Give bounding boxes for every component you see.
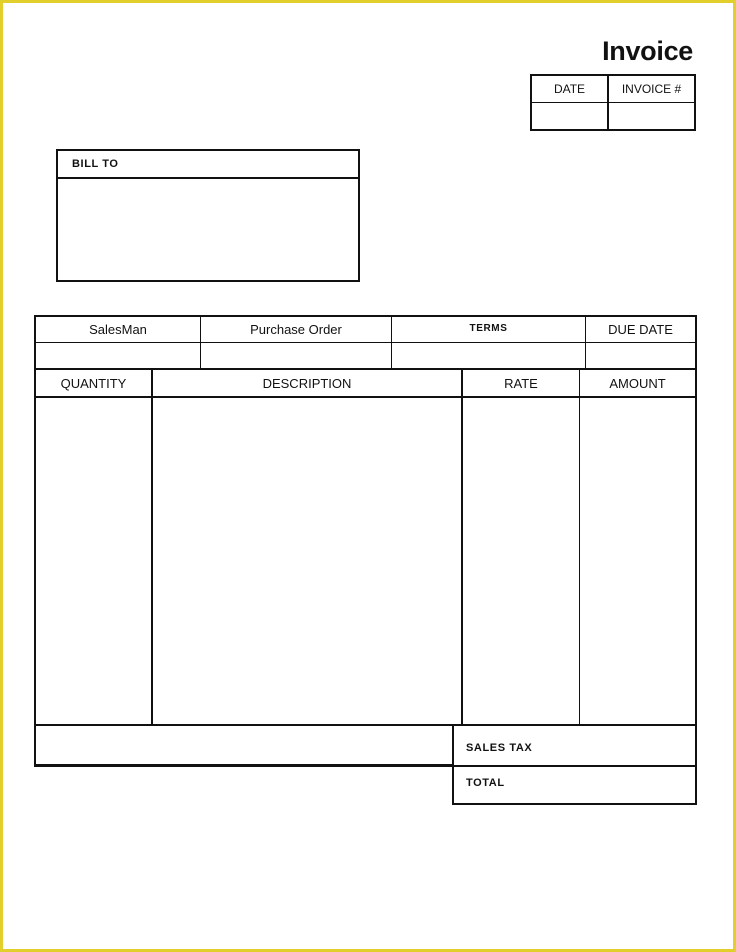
salesman-field[interactable] xyxy=(36,343,200,368)
date-field[interactable] xyxy=(532,103,607,129)
salesman-label: SalesMan xyxy=(89,322,147,337)
due-date-label: DUE DATE xyxy=(608,322,673,337)
date-label: DATE xyxy=(553,82,586,96)
terms-field[interactable] xyxy=(392,343,585,368)
bill-to-label: BILL TO xyxy=(72,158,119,170)
quantity-column[interactable] xyxy=(36,398,151,724)
sales-tax-label: SALES TAX xyxy=(466,742,533,754)
due-date-field[interactable] xyxy=(586,343,695,368)
totals-divider xyxy=(452,765,697,767)
total-label: TOTAL xyxy=(466,777,505,789)
purchase-order-label: Purchase Order xyxy=(250,322,342,337)
rate-column[interactable] xyxy=(463,398,579,724)
invoice-number-label: INVOICE # xyxy=(621,82,682,96)
description-label: DESCRIPTION xyxy=(262,375,352,391)
invoice-number-field[interactable] xyxy=(609,103,694,129)
description-column[interactable] xyxy=(153,398,461,724)
rate-label: RATE xyxy=(504,375,538,391)
amount-label: AMOUNT xyxy=(609,375,666,391)
terms-label: TERMS xyxy=(469,323,508,334)
amount-column[interactable] xyxy=(580,398,695,724)
quantity-label: QUANTITY xyxy=(60,375,127,391)
invoice-title: Invoice xyxy=(602,36,693,66)
purchase-order-field[interactable] xyxy=(201,343,391,368)
bill-to-field[interactable] xyxy=(58,179,358,280)
notes-field[interactable] xyxy=(34,724,454,767)
